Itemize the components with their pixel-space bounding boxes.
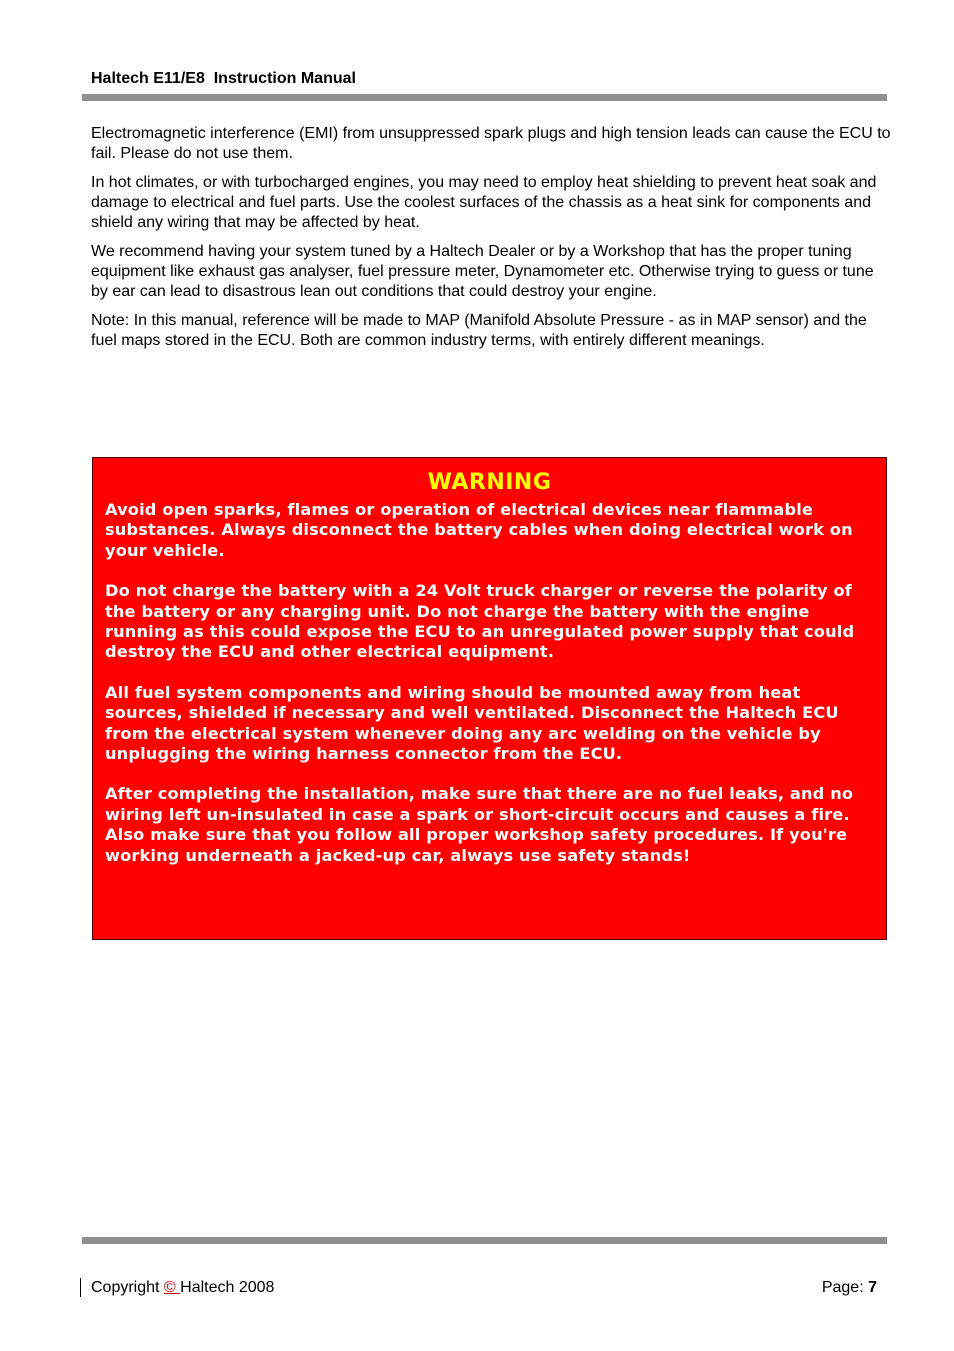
warning-box	[92, 457, 887, 940]
paragraph-note: Note: In this manual, reference will be made to MAP (Manifold Absolute Pressure - as in MAP sensor) and the fuel maps stored in the ECU. Both are common industry terms, with entirely different meanings.	[91, 312, 867, 349]
body-text	[91, 124, 891, 360]
copyright-prefix: Copyright	[91, 1279, 164, 1296]
paragraph-emi: Electromagnetic interference (EMI) from unsuppressed spark plugs and high tension leads can cause the ECU to fail. Please do not use them.	[91, 125, 891, 162]
footer-left-bar	[80, 1278, 81, 1297]
warning-paragraph-installation: After completing the installation, make sure that there are no fuel leaks, and no wiring left un-insulated in case a spark or short-circuit occurs and causes a fire. Also make sure that you follow all proper workshop safety procedures. If you're working underneath a jacked-up car, always use safety stands!	[105, 784, 854, 865]
paragraph-heat: In hot climates, or with turbocharged engines, you may need to employ heat shielding to prevent heat soak and damage to electrical and fuel parts. Use the coolest surfaces of the chassis as a heat sink for components and shield any wiring that may be affected by heat.	[91, 174, 877, 231]
warning-body	[105, 500, 874, 866]
warning-title: WARNING	[427, 470, 552, 495]
header-divider	[82, 94, 887, 101]
footer-divider	[82, 1237, 887, 1244]
page-label: Page:	[821, 1279, 869, 1296]
warning-paragraph-sparks: Avoid open sparks, flames or operation of electrical devices near flammable substances. Always disconnect the battery cables when doing electrical work on your vehicle.	[105, 500, 853, 560]
warning-paragraph-battery: Do not charge the battery with a 24 Volt truck charger or reverse the polarity of the battery or any charging unit. Do not charge the battery with the engine running as this could expose the ECU to an unregulated power supply that could destroy the ECU and other electrical equipment.	[105, 581, 855, 662]
copyright-holder: Haltech 2008	[180, 1279, 275, 1296]
page-number: 7	[868, 1279, 877, 1296]
footer-page	[822, 1278, 877, 1298]
footer-copyright	[91, 1278, 274, 1298]
paragraph-tuning: We recommend having your system tuned by a Haltech Dealer or by a Workshop that has the proper tuning equipment like exhaust gas analyser, fuel pressure meter, Dynamometer etc. Otherwise trying to guess or tune by ear can lead to disastrous lean out conditions that could destroy your engine.	[91, 243, 874, 300]
warning-paragraph-fuel-system: All fuel system components and wiring should be mounted away from heat sources, shielded if necessary and well ventilated. Disconnect the Haltech ECU from the electrical system whenever doing any arc welding on the vehicle by unplugging the wiring harness connector from the ECU.	[105, 682, 839, 764]
copyright-symbol-link[interactable]: ©	[163, 1279, 181, 1296]
page-header-title: Haltech E11/E8 Instruction Manual	[91, 70, 356, 87]
